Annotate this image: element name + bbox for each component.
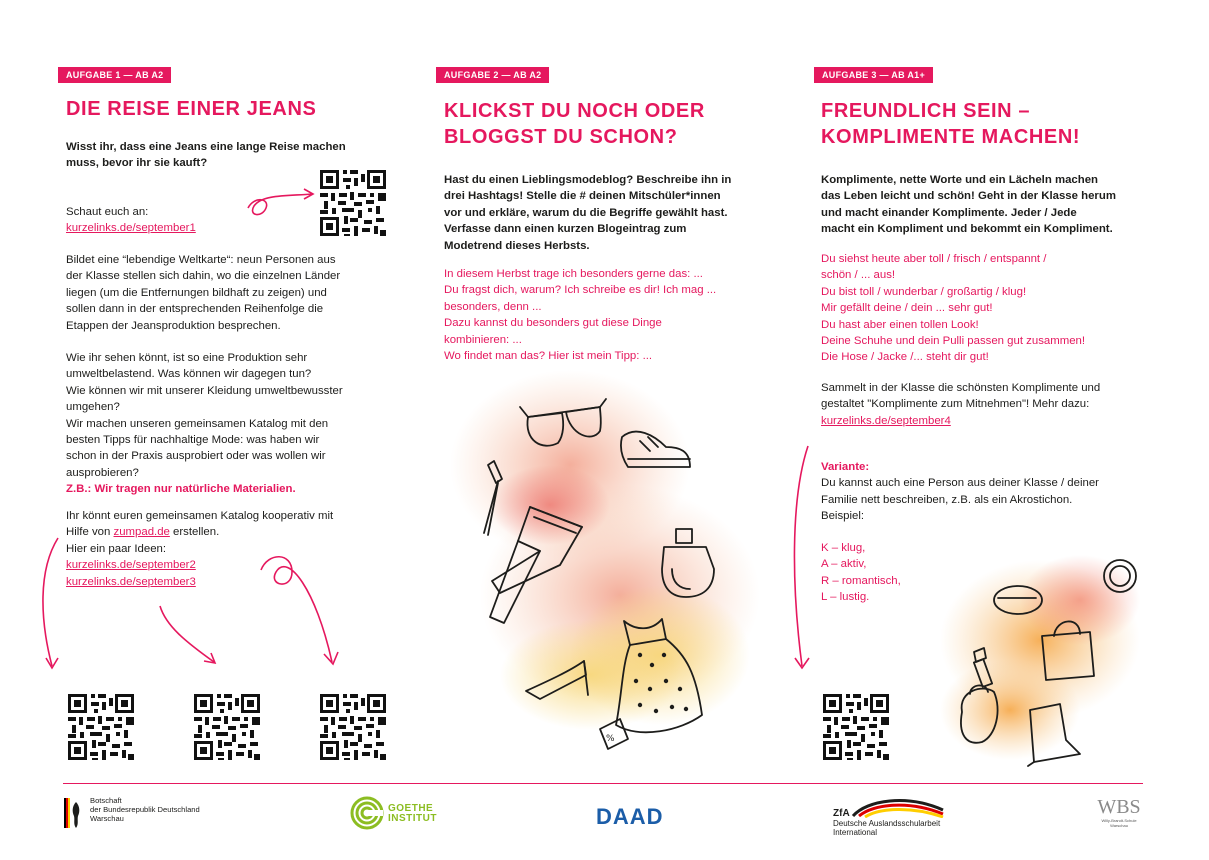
decorative-arrows-col1 [36,530,366,680]
task-3-title: FREUNDLICH SEIN – KOMPLIMENTE MACHEN! [821,100,1081,148]
link-september2[interactable]: kurzelinks.de/september2 [66,559,196,572]
qr-code-2[interactable] [192,692,262,762]
task-1-example: Z.B.: Wir tragen nur natürliche Materialien. [66,483,296,496]
task-1-intro: Wisst ihr, dass eine Jeans eine lange Reise machen muss, bevor ihr sie kauft? [66,141,346,170]
link-september4[interactable]: kurzelinks.de/september4 [821,414,951,427]
task-1-para1: Bildet eine “lebendige Weltkarte“: neun Personen aus der Klasse stellen sich dahin, wo die einzelnen Länder liegen (um die Entfernungen bildhaft zu zeigen) und sollen dann in der entsprechenden Reihenfolge die Etappen der Jeansproduktion besprechen. [66,254,341,332]
goethe-swirl-icon [350,796,384,830]
wbs-logo: WBS Willy-Brandt-Schule Warschau [1097,796,1141,828]
task-2-title: KLICKST DU NOCH ODER BLOGGST DU SCHON? [444,100,705,148]
link-zumpad[interactable]: zumpad.de [113,526,170,539]
task-3-collect: Sammelt in der Klasse die schönsten Komplimente und gestaltet "Komplimente zum Mitnehmen"! Mehr dazu: kurzelinks.de/september4 [821,382,1101,427]
daad-logo: DAAD [596,804,664,829]
svg-text:%: % [606,734,615,744]
task-3-tag: AUFGABE 3 — AB A1+ [814,67,933,83]
task-1-title: DIE REISE EINER JEANS [66,98,317,120]
qr-code-september1[interactable] [318,168,388,238]
task-2-prompts: In diesem Herbst trage ich besonders gerne das: ... Du fragst dich, warum? Ich schreibe es dir! Ich mag ... besonders, denn ... Dazu kannst du besonders gut diese Dinge kombinieren: ... Wo findet man das? Hier ist mein Tipp: ... [444,268,717,363]
task-1-tag: AUFGABE 1 — AB A2 [58,67,171,83]
qr-code-1[interactable] [66,692,136,762]
link-september3[interactable]: kurzelinks.de/september3 [66,575,196,588]
eagle-icon [64,798,84,832]
task-1-para2: Wie ihr sehen könnt, ist so eine Produktion sehr umweltbelastend. Was können wir dagegen tun? Wie können wir mit unserer Kleidung umweltbewusster umgehen? Wir machen unseren gemeinsamen Katalog mit den besten Tipps für nachhaltige Mode: was haben wir schon in der Praxis ausprobiert oder was wollen wir ausprobieren? Z.B.: Wir tragen nur natürliche Materialien. [66,350,396,498]
task-3-acrostic: K – klug, A – aktiv, R – romantisch, L – lustig. [821,542,901,604]
qr-code-3[interactable] [318,692,388,762]
arrow-down-col3 [786,440,826,680]
task-2-intro: Hast du einen Lieblingsmodeblog? Beschreibe ihn in drei Hashtags! Stelle die # deinen Mitschüler*innen vor und erkläre, warum du die Begriffe gewählt hast. Verfasse dann einen kurzen Blogeintrag zum Modetrend dieses Herbsts. [444,174,732,252]
arrow-curl-to-qr [240,186,320,226]
task-3-compliments: Du siehst heute aber toll / frisch / entspannt / schön / ... aus! Du bist toll / wunderbar / großartig / klug! Mir gefällt deine / dein ... sehr gut! Du hast aber einen tollen Look! Deine Schuhe und dein Pulli passen gut zusammen! Die Hose / Jacke /... steht dir gut! [821,253,1086,364]
task-3-intro: Komplimente, nette Worte und ein Lächeln machen das Leben leicht und schön! Geht in der Klasse herum und macht einander Komplimente. Jeder / Jede macht ein Kompliment und bekommt ein Kompliment. [821,174,1116,236]
task-3-variant: Variante: Du kannst auch eine Person aus deiner Klasse / deiner Familie nett beschreiben, z.B. als ein Akrostichon. Beispiel: [821,461,1099,523]
task-1-look: Schaut euch an: kurzelinks.de/september1 [66,206,196,235]
task-1-para3: Ihr könnt euren gemeinsamen Katalog kooperativ mit Hilfe von zumpad.de erstellen. Hier ein paar Ideen: kurzelinks.de/september2 kurzelinks.de/september3 [66,510,334,588]
footer-divider [63,783,1143,784]
qr-code-4[interactable] [821,692,891,762]
fashion-illustration [440,355,770,775]
task-2-tag: AUFGABE 2 — AB A2 [436,67,549,83]
link-september1[interactable]: kurzelinks.de/september1 [66,222,196,235]
